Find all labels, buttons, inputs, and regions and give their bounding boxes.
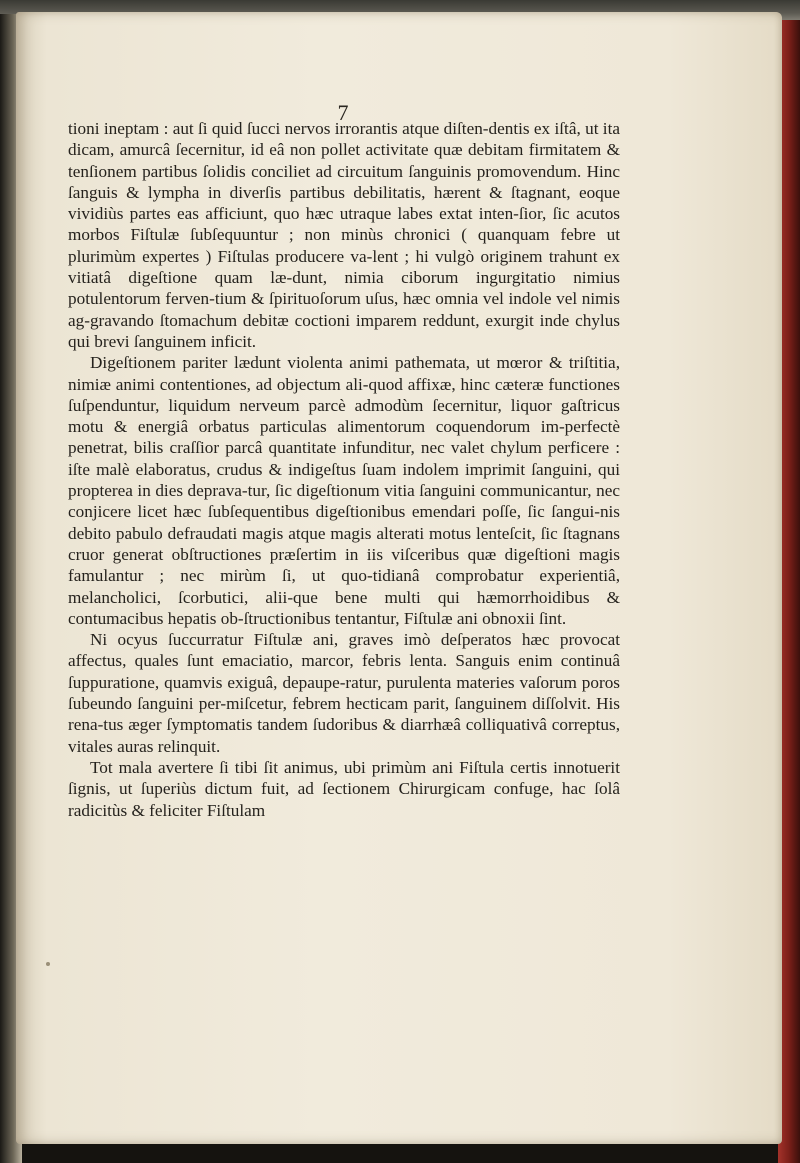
paragraph-3: Ni ocyus ſuccurratur Fiſtulæ ani, graves imò deſperatos hæc provocat affectus, quales ſunt emaciatio, marcor, febris lenta. Sanguis enim continuâ ſuppuratione, quamvis exiguâ, depaupe-ratur, purulenta materies vaſorum poros ſubeundo ſanguini per-miſcetur, febrem hecticam parit, ſanguinem diſſolvit. His rena-tus æger ſymptomatis tandem ſudoribus & diarrhæâ colliquativâ correptus, vitales auras relinquit. xyxy=(68,630,620,756)
paragraph-1: tioni ineptam : aut ſi quid ſucci nervos irrorantis atque diſten-dentis ex iſtâ, ut ita dicam, amurcâ ſecernitur, id eâ non pollet activitate quæ debitam firmitatem & tenſionem partibus ſolidis conciliet ad circuitum ſanguinis promovendum. Hinc ſanguis & lympha in diverſis partibus debilitatis, hærent & ſtagnant, eoque vividiùs partes eas afficiunt, quo hæc utraque labes extat inten-ſior, ſic acutos morbos Fiſtulæ ſubſequuntur ; non minùs chronici ( quanquam febre ut plurimùm expertes ) Fiſtulas producere va-lent ; hi vulgò originem trahunt ex vitiatâ digeſtione quam læ-dunt, nimia ciborum ingurgitatio nimius potulentorum ferven-tium & ſpirituoſorum uſus, hæc omnia vel indole vel nimis ag-gravando ſtomachum debitæ coctioni imparem reddunt, exurgit inde chylus qui brevi ſanguinem inficit. xyxy=(68,119,620,351)
paragraph-2: Digeſtionem pariter lædunt violenta animi pathemata, ut mœror & triſtitia, nimiæ animi contentiones, ad objectum ali-quod affixæ, hinc cæteræ functiones ſuſpenduntur, liquidum nerveum parcè admodùm ſecernitur, liquor gaſtricus motu & energiâ orbatus particulas alimentorum coquendorum im-perfectè penetrat, bilis craſſior parcâ quantitate infunditur, nec valet chylum perficere : iſte malè elaboratus, crudus & indigeſtus ſuam indolem imprimit ſanguini, qui propterea in dies deprava-tur, ſic digeſtionum vitia ſanguini communicantur, nec conjicere licet hæc ſubſequentibus digeſtionibus emendari poſſe, ſic ſangui-nis debito pabulo defraudati magis atque magis alterati motus lenteſcit, ſic ſtagnans cruor generat obſtructiones præſertim in iis viſceribus quæ digeſtioni magis famulantur ; nec mirùm ſi, ut quo-tidianâ comprobatur experientiâ, melancholici, ſcorbutici, alii-que bene multi qui hæmorrhoidibus & contumacibus hepatis ob-ſtructionibus tentantur, Fiſtulæ ani obnoxii ſint. xyxy=(68,353,620,628)
body-text xyxy=(68,118,620,821)
paragraph-4: Tot mala avertere ſi tibi ſit animus, ubi primùm ani Fiſtula certis innotuerit ſignis, ut ſuperiùs dictum fuit, ad ſectionem Chirurgicam confuge, hac ſolâ radicitùs & feliciter Fiſtulam xyxy=(68,757,620,820)
page-number: 7 xyxy=(337,100,349,125)
paper-speck xyxy=(46,962,50,966)
